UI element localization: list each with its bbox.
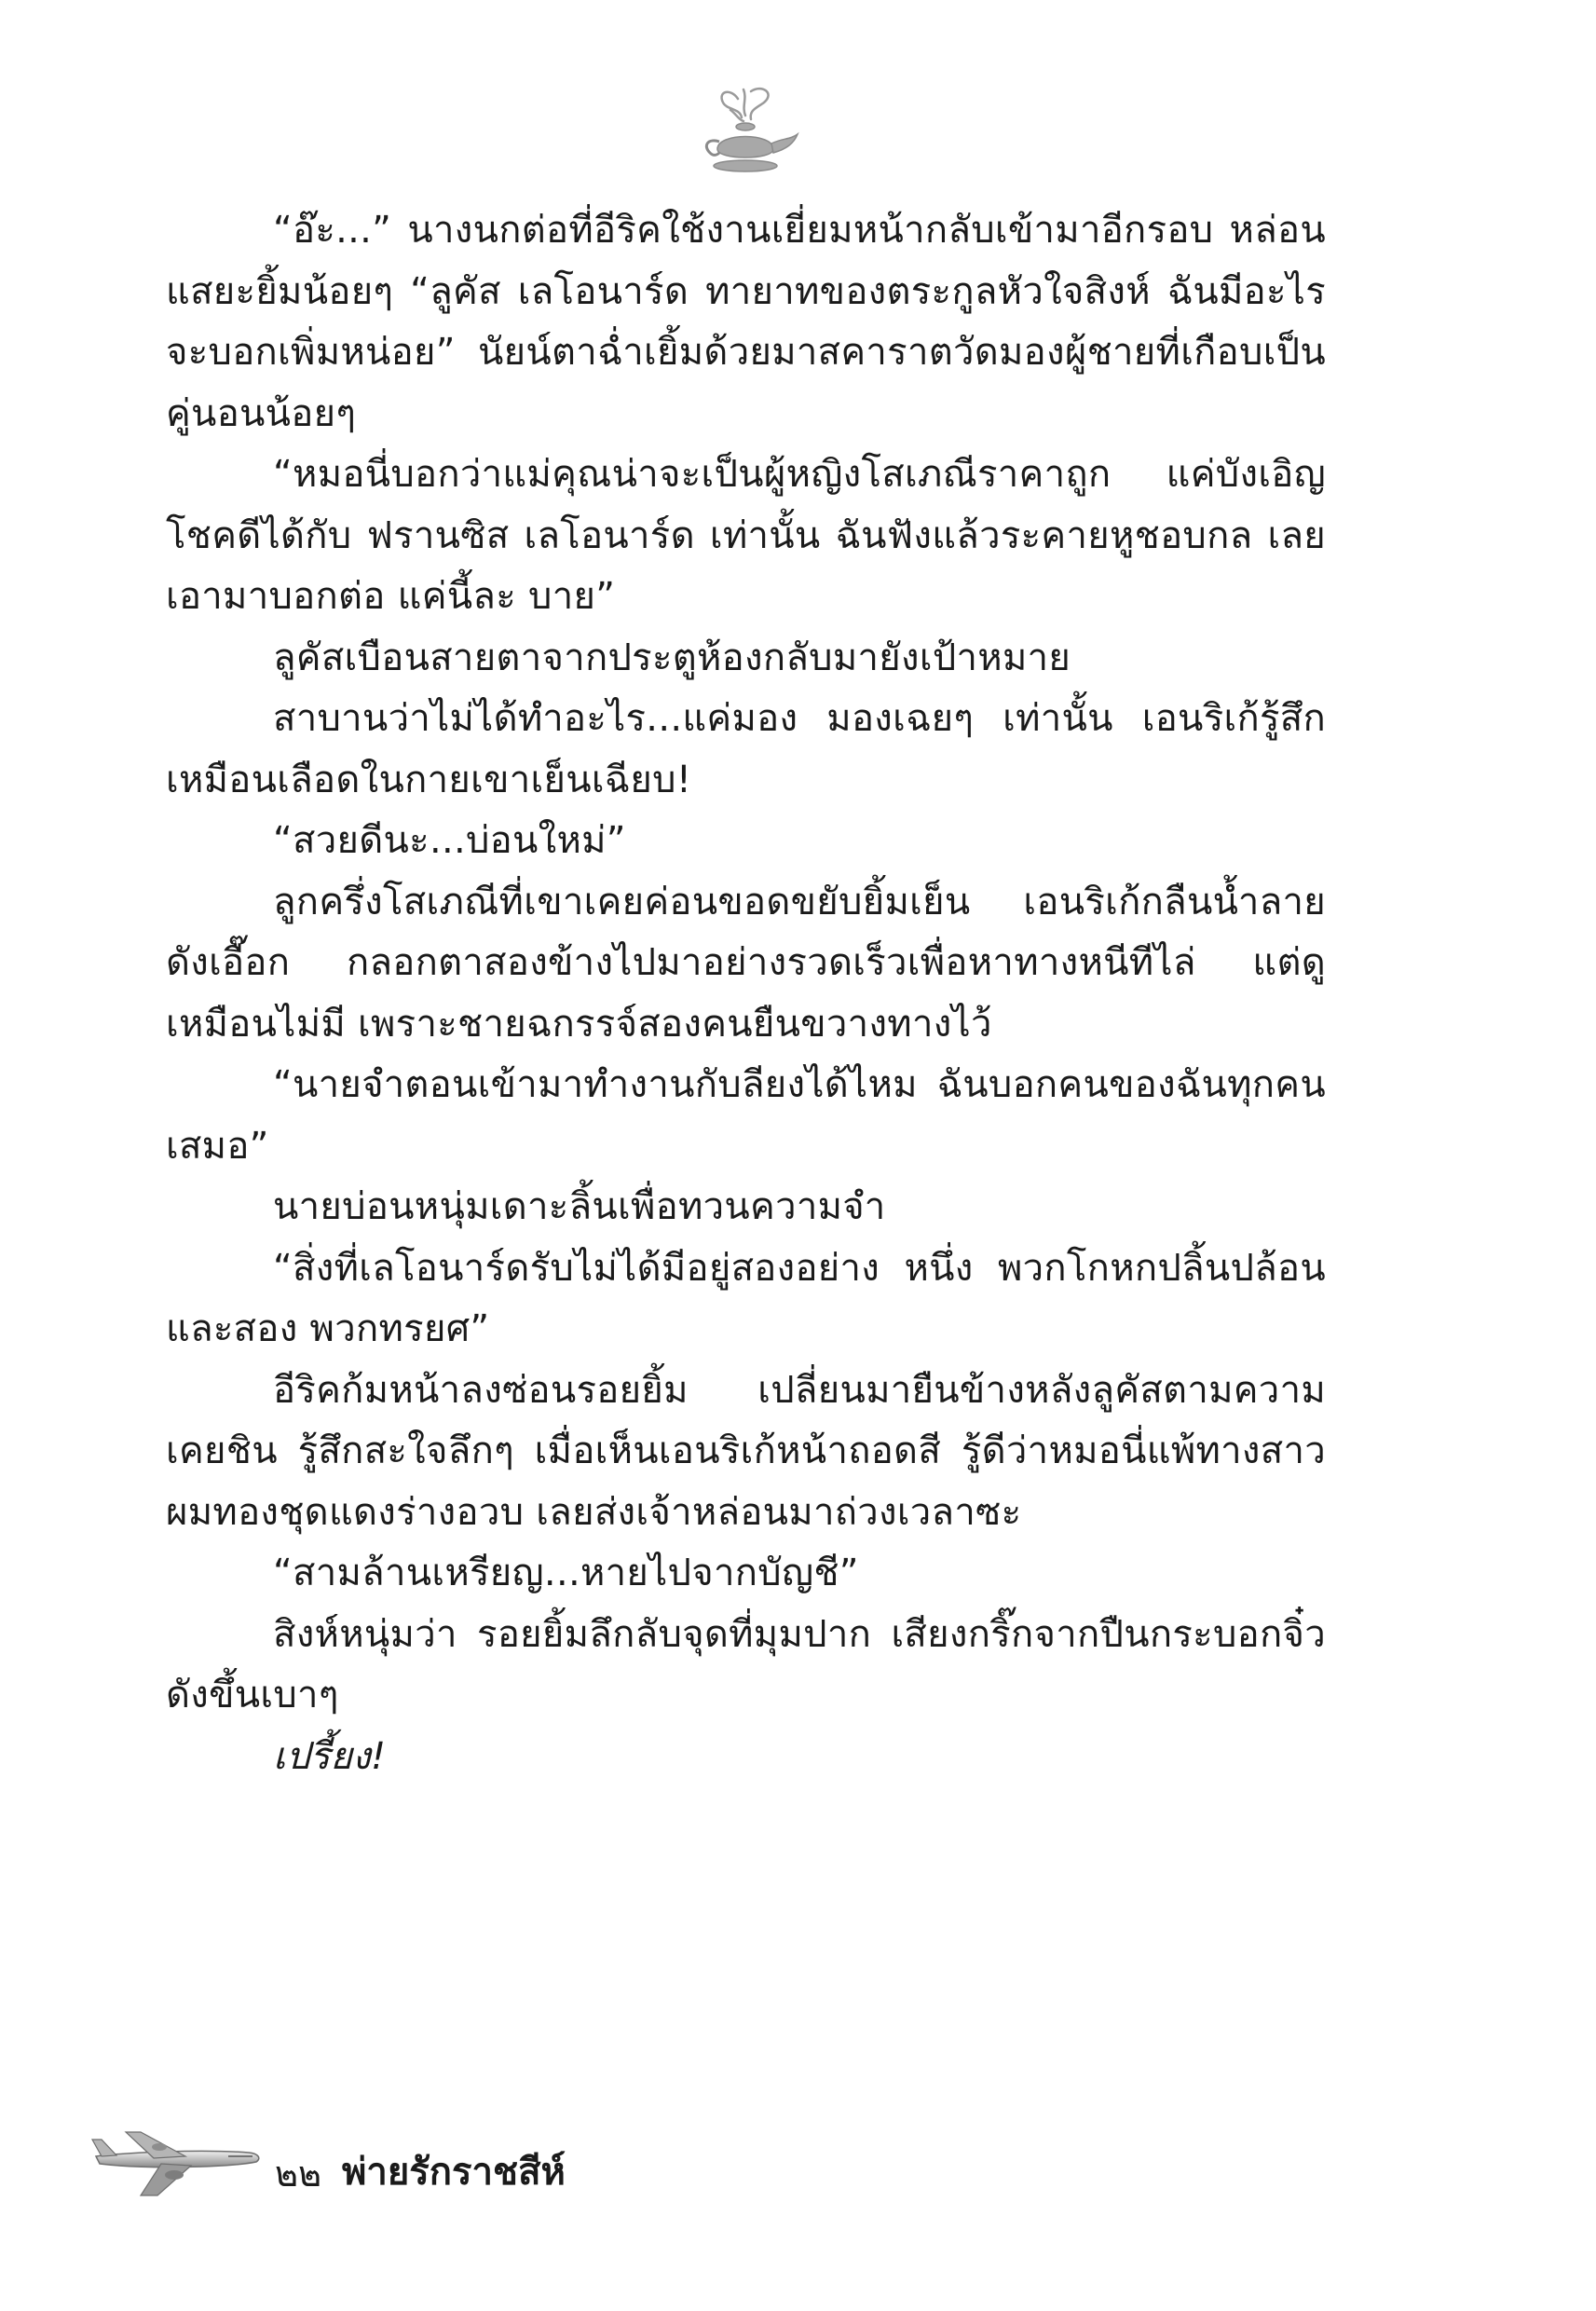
paragraph-sound-effect: เปรี้ยง! bbox=[273, 1734, 387, 1778]
paragraph: นายบ่อนหนุ่มเดาะลิ้นเพื่อทวนความจำ bbox=[273, 1185, 886, 1228]
paragraph: อีริคก้มหน้าลงซ่อนรอยยิ้ม เปลี่ยนมายืนข้างหลังลูคัสตามความเคยชิน รู้สึกสะใจลึกๆ เมื่อเห็นเอนริเก้หน้าถอดสี รู้ดีว่าหมอนี่แพ้ทางสาวผมทองชุดแดงร่างอวบ เลยส่งเจ้าหล่อนมาถ่วงเวลาซะ bbox=[166, 1368, 1326, 1534]
body-text bbox=[166, 200, 1326, 1787]
paragraph: “นายจำตอนเข้ามาทำงานกับลียงได้ไหม ฉันบอกคนของฉันทุกคนเสมอ” bbox=[166, 1063, 1326, 1168]
paragraph: “สวยดีนะ...บ่อนใหม่” bbox=[273, 819, 626, 862]
paragraph: สาบานว่าไม่ได้ทำอะไร...แค่มอง มองเฉยๆ เท่านั้น เอนริเก้รู้สึกเหมือนเลือดในกายเขาเย็นเฉียบ! bbox=[166, 697, 1326, 801]
page-footer bbox=[89, 2115, 741, 2208]
teapot-lamp-ornament-icon bbox=[689, 82, 801, 185]
airplane-icon bbox=[89, 2115, 266, 2204]
paragraph: สิงห์หนุ่มว่า รอยยิ้มลึกลับจุดที่มุมปาก เสียงกริ๊กจากปืนกระบอกจิ๋วดังขึ้นเบาๆ bbox=[166, 1612, 1326, 1716]
book-title: พ่ายรักราชสีห์ bbox=[342, 2151, 566, 2194]
paragraph: ลูคัสเบือนสายตาจากประตูห้องกลับมายังเป้าหมาย bbox=[273, 636, 1071, 679]
paragraph: ลูกครึ่งโสเภณีที่เขาเคยค่อนขอดขยับยิ้มเย็น เอนริเก้กลืนน้ำลายดังเอื๊อก กลอกตาสองข้างไปมาอย่างรวดเร็วเพื่อหาทางหนีทีไล่ แต่ดูเหมือนไม่มี เพราะชายฉกรรจ์สองคนยืนขวางทางไว้ bbox=[166, 880, 1326, 1046]
paragraph: “อ๊ะ...” นางนกต่อที่อีริคใช้งานเยี่ยมหน้ากลับเข้ามาอีกรอบ หล่อนแสยะยิ้มน้อยๆ “ลูคัส เลโอนาร์ด ทายาทของตระกูลหัวใจสิงห์ ฉันมีอะไรจะบอกเพิ่มหน่อย” นัยน์ตาฉ่ำเยิ้มด้วยมาสคาราตวัดมองผู้ชายที่เกือบเป็นคู่นอนน้อยๆ bbox=[166, 209, 1326, 435]
paragraph: “สามล้านเหรียญ...หายไปจากบัญชี” bbox=[273, 1552, 859, 1594]
paragraph: “หมอนี่บอกว่าแม่คุณน่าจะเป็นผู้หญิงโสเภณีราคาถูก แค่บังเอิญโชคดีได้กับ ฟรานซิส เลโอนาร์ด เท่านั้น ฉันฟังแล้วระคายหูชอบกล เลยเอามาบอกต่อ แค่นี้ละ บาย” bbox=[166, 453, 1326, 618]
page-number: ๒๒ bbox=[275, 2154, 322, 2195]
paragraph: “สิ่งที่เลโอนาร์ดรับไม่ได้มีอยู่สองอย่าง หนึ่ง พวกโกหกปลิ้นปล้อน และสอง พวกทรยศ” bbox=[166, 1246, 1326, 1350]
